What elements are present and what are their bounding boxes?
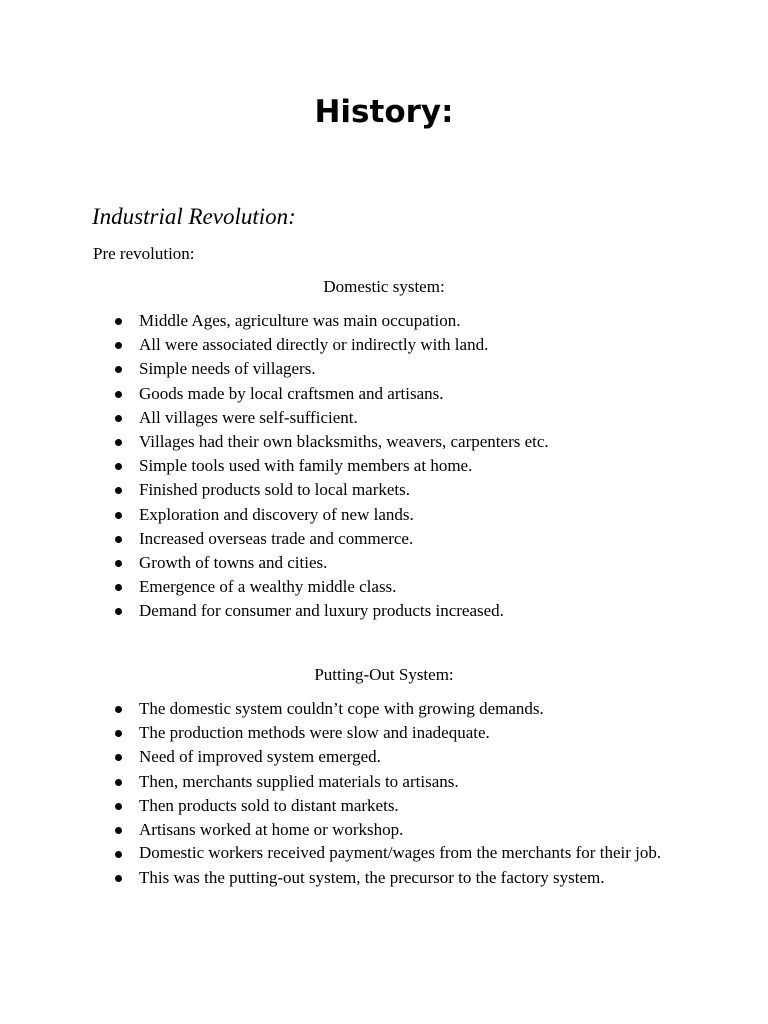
bullet-icon <box>115 512 122 519</box>
list-item-text: Then, merchants supplied materials to artisans. <box>139 771 459 791</box>
list-item-text: The production methods were slow and inadequate. <box>139 723 490 743</box>
list-item <box>139 333 699 357</box>
bullet-icon <box>115 730 122 737</box>
list-item-text: All were associated directly or indirectly with land. <box>139 335 489 355</box>
list-item-text: Demand for consumer and luxury products increased. <box>139 601 504 621</box>
list-item <box>139 745 699 769</box>
list-item-text: Increased overseas trade and commerce. <box>139 528 414 548</box>
list-item <box>139 866 699 890</box>
list-item-text: Simple tools used with family members at home. <box>139 456 473 476</box>
list-item-text: Exploration and discovery of new lands. <box>139 504 414 524</box>
list-item <box>139 478 699 502</box>
bullet-icon <box>115 827 122 834</box>
list-item <box>139 454 699 478</box>
page-title: History: <box>314 94 454 130</box>
list-item-text: Need of improved system emerged. <box>139 747 381 767</box>
bullet-icon <box>115 318 122 325</box>
list-item <box>139 770 699 794</box>
bullet-icon <box>115 851 122 858</box>
list-item-text: Emergence of a wealthy middle class. <box>139 577 397 597</box>
list-item-text: All villages were self-sufficient. <box>139 407 358 427</box>
list-item-text: Villages had their own blacksmiths, weavers, carpenters etc. <box>139 432 549 452</box>
list-item <box>139 406 699 430</box>
domestic-system-list <box>139 309 699 624</box>
list-item-text: Domestic workers received payment/wages from the merchants for their job. <box>139 843 662 863</box>
bullet-icon <box>115 803 122 810</box>
domestic-system-heading: Domestic system: <box>323 277 445 296</box>
list-item-text: Then products sold to distant markets. <box>139 795 399 815</box>
list-item-text: This was the putting-out system, the precursor to the factory system. <box>139 868 605 888</box>
list-item-text: Artisans worked at home or workshop. <box>139 820 404 840</box>
list-item <box>139 503 699 527</box>
bullet-icon <box>115 536 122 543</box>
list-item <box>139 794 699 818</box>
bullet-icon <box>115 487 122 494</box>
bullet-icon <box>115 779 122 786</box>
bullet-icon <box>115 754 122 761</box>
list-item <box>139 527 699 551</box>
list-item-text: Goods made by local craftsmen and artisans. <box>139 383 444 403</box>
list-item <box>139 818 699 842</box>
bullet-icon <box>115 560 122 567</box>
list-item <box>139 382 699 406</box>
putting-out-system-list <box>139 697 699 890</box>
list-item <box>139 357 699 381</box>
bullet-icon <box>115 342 122 349</box>
bullet-icon <box>115 391 122 398</box>
list-item-text: The domestic system couldn’t cope with growing demands. <box>139 699 544 718</box>
list-item <box>139 575 699 599</box>
list-item <box>139 721 699 745</box>
bullet-icon <box>115 415 122 422</box>
list-item <box>139 309 699 333</box>
list-item-text: Growth of towns and cities. <box>139 553 328 573</box>
list-item <box>139 842 699 864</box>
list-item <box>139 697 699 721</box>
bullet-icon <box>115 584 122 591</box>
bullet-icon <box>115 875 122 882</box>
list-item-text: Finished products sold to local markets. <box>139 480 411 500</box>
putting-out-system-heading: Putting-Out System: <box>314 665 454 684</box>
section-heading: Industrial Revolution: <box>92 204 296 229</box>
bullet-icon <box>115 439 122 446</box>
list-item <box>139 599 699 623</box>
list-item-text: Middle Ages, agriculture was main occupation. <box>139 311 461 330</box>
bullet-icon <box>115 463 122 470</box>
list-item <box>139 430 699 454</box>
list-item <box>139 551 699 575</box>
list-item-text: Simple needs of villagers. <box>139 359 316 379</box>
bullet-icon <box>115 608 122 615</box>
bullet-icon <box>115 706 122 713</box>
bullet-icon <box>115 366 122 373</box>
subheading-pre-revolution: Pre revolution: <box>93 244 195 263</box>
